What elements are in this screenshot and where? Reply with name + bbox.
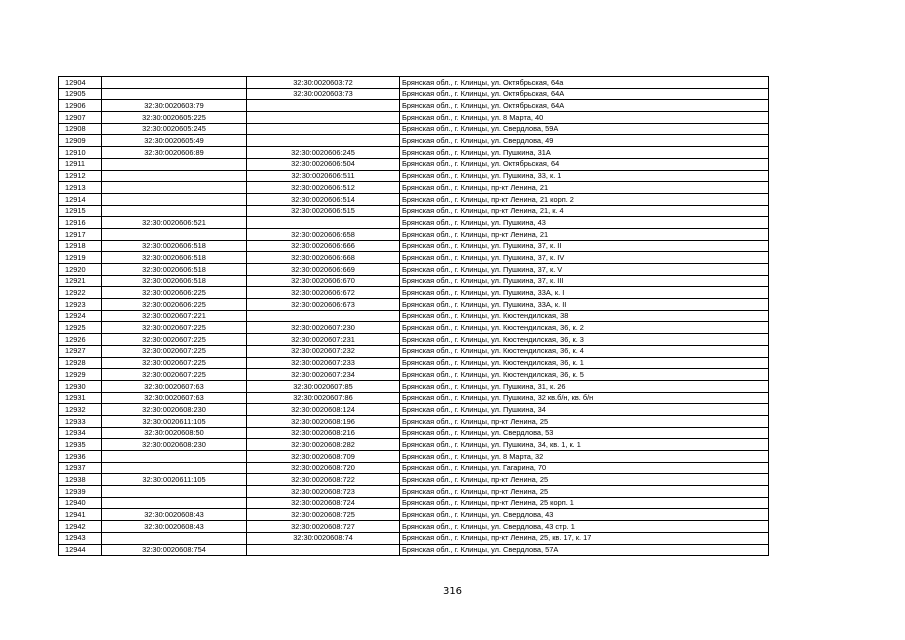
object-cadastral-number-cell	[247, 544, 400, 556]
table-row	[59, 497, 769, 509]
row-number-cell: 12929	[59, 369, 102, 381]
table-row	[59, 532, 769, 544]
table-row	[59, 135, 769, 147]
table-row	[59, 77, 769, 89]
table-body	[59, 77, 769, 556]
address-cell: Брянская обл., г. Клинцы, пр-кт Ленина, 21	[400, 182, 769, 194]
row-number-cell: 12906	[59, 100, 102, 112]
row-number-cell: 12942	[59, 521, 102, 533]
object-cadastral-number-cell: 32:30:0020606:511	[247, 170, 400, 182]
row-number-cell: 12944	[59, 544, 102, 556]
address-cell: Брянская обл., г. Клинцы, ул. Пушкина, 37, к. II	[400, 240, 769, 252]
cadastral-number-cell	[102, 497, 247, 509]
cadastral-number-cell: 32:30:0020606:521	[102, 217, 247, 229]
cadastral-number-cell	[102, 158, 247, 170]
object-cadastral-number-cell: 32:30:0020607:231	[247, 334, 400, 346]
address-cell: Брянская обл., г. Клинцы, ул. Пушкина, 37, к. III	[400, 275, 769, 287]
object-cadastral-number-cell: 32:30:0020608:216	[247, 427, 400, 439]
address-cell: Брянская обл., г. Клинцы, ул. Кюстендилская, 36, к. 5	[400, 369, 769, 381]
row-number-cell: 12918	[59, 240, 102, 252]
cadastral-number-cell: 32:30:0020606:225	[102, 299, 247, 311]
row-number-cell: 12936	[59, 451, 102, 463]
address-cell: Брянская обл., г. Клинцы, ул. Пушкина, 37, к. V	[400, 264, 769, 276]
row-number-cell: 12940	[59, 497, 102, 509]
row-number-cell: 12932	[59, 404, 102, 416]
object-cadastral-number-cell: 32:30:0020606:515	[247, 205, 400, 217]
row-number-cell: 12934	[59, 427, 102, 439]
address-cell: Брянская обл., г. Клинцы, ул. Свердлова, 59А	[400, 123, 769, 135]
address-cell: Брянская обл., г. Клинцы, ул. Кюстендилская, 36, к. 1	[400, 357, 769, 369]
address-cell: Брянская обл., г. Клинцы, ул. Свердлова, 43 стр. 1	[400, 521, 769, 533]
row-number-cell: 12925	[59, 322, 102, 334]
table-row	[59, 322, 769, 334]
object-cadastral-number-cell: 32:30:0020607:234	[247, 369, 400, 381]
cadastral-number-cell: 32:30:0020607:225	[102, 357, 247, 369]
object-cadastral-number-cell	[247, 123, 400, 135]
cadastral-number-cell: 32:30:0020606:518	[102, 264, 247, 276]
row-number-cell: 12919	[59, 252, 102, 264]
row-number-cell: 12921	[59, 275, 102, 287]
row-number-cell: 12943	[59, 532, 102, 544]
table-row	[59, 380, 769, 392]
cadastral-number-cell	[102, 77, 247, 89]
table-row	[59, 345, 769, 357]
table-row	[59, 275, 769, 287]
cadastral-number-cell: 32:30:0020607:63	[102, 380, 247, 392]
object-cadastral-number-cell: 32:30:0020606:514	[247, 193, 400, 205]
cadastral-number-cell	[102, 462, 247, 474]
address-cell: Брянская обл., г. Клинцы, ул. Пушкина, 33, к. 1	[400, 170, 769, 182]
object-cadastral-number-cell	[247, 112, 400, 124]
table-row	[59, 369, 769, 381]
row-number-cell: 12924	[59, 310, 102, 322]
cadastral-number-cell: 32:30:0020606:89	[102, 147, 247, 159]
address-cell: Брянская обл., г. Клинцы, ул. Кюстендилская, 38	[400, 310, 769, 322]
cadastral-number-cell: 32:30:0020611:105	[102, 474, 247, 486]
cadastral-number-cell: 32:30:0020608:754	[102, 544, 247, 556]
object-cadastral-number-cell: 32:30:0020608:282	[247, 439, 400, 451]
address-cell: Брянская обл., г. Клинцы, пр-кт Ленина, 25 корп. 1	[400, 497, 769, 509]
address-cell: Брянская обл., г. Клинцы, пр-кт Ленина, 21, к. 4	[400, 205, 769, 217]
row-number-cell: 12930	[59, 380, 102, 392]
address-cell: Брянская обл., г. Клинцы, пр-кт Ленина, 25	[400, 474, 769, 486]
table-row	[59, 415, 769, 427]
table-row	[59, 392, 769, 404]
cadastral-number-cell: 32:30:0020607:225	[102, 345, 247, 357]
cadastral-number-cell: 32:30:0020606:518	[102, 275, 247, 287]
object-cadastral-number-cell: 32:30:0020607:233	[247, 357, 400, 369]
cadastral-number-cell: 32:30:0020608:230	[102, 404, 247, 416]
cadastral-number-cell: 32:30:0020607:225	[102, 334, 247, 346]
address-cell: Брянская обл., г. Клинцы, ул. Пушкина, 34	[400, 404, 769, 416]
table-row	[59, 100, 769, 112]
cadastral-number-cell: 32:30:0020607:225	[102, 369, 247, 381]
row-number-cell: 12931	[59, 392, 102, 404]
row-number-cell: 12911	[59, 158, 102, 170]
address-cell: Брянская обл., г. Клинцы, ул. Пушкина, 31, к. 26	[400, 380, 769, 392]
object-cadastral-number-cell: 32:30:0020606:245	[247, 147, 400, 159]
cadastral-number-cell	[102, 451, 247, 463]
table-row	[59, 252, 769, 264]
object-cadastral-number-cell: 32:30:0020603:72	[247, 77, 400, 89]
address-cell: Брянская обл., г. Клинцы, ул. Пушкина, 32 кв.б/н, кв. б/н	[400, 392, 769, 404]
row-number-cell: 12922	[59, 287, 102, 299]
row-number-cell: 12907	[59, 112, 102, 124]
row-number-cell: 12939	[59, 486, 102, 498]
address-cell: Брянская обл., г. Клинцы, ул. Свердлова, 49	[400, 135, 769, 147]
object-cadastral-number-cell: 32:30:0020603:73	[247, 88, 400, 100]
table-row	[59, 334, 769, 346]
address-cell: Брянская обл., г. Клинцы, пр-кт Ленина, 21 корп. 2	[400, 193, 769, 205]
object-cadastral-number-cell	[247, 217, 400, 229]
table-row	[59, 451, 769, 463]
address-cell: Брянская обл., г. Клинцы, ул. Свердлова, 43	[400, 509, 769, 521]
table-row	[59, 462, 769, 474]
cadastral-number-cell: 32:30:0020606:518	[102, 252, 247, 264]
table-row	[59, 357, 769, 369]
address-cell: Брянская обл., г. Клинцы, ул. Кюстендилская, 36, к. 2	[400, 322, 769, 334]
object-cadastral-number-cell: 32:30:0020608:723	[247, 486, 400, 498]
object-cadastral-number-cell: 32:30:0020608:722	[247, 474, 400, 486]
row-number-cell: 12926	[59, 334, 102, 346]
object-cadastral-number-cell: 32:30:0020607:85	[247, 380, 400, 392]
cadastral-number-cell: 32:30:0020611:105	[102, 415, 247, 427]
table-row	[59, 182, 769, 194]
row-number-cell: 12910	[59, 147, 102, 159]
address-cell: Брянская обл., г. Клинцы, ул. Пушкина, 33А, к. II	[400, 299, 769, 311]
object-cadastral-number-cell	[247, 100, 400, 112]
table-row	[59, 123, 769, 135]
cadastral-number-cell	[102, 228, 247, 240]
row-number-cell: 12935	[59, 439, 102, 451]
cadastral-number-cell	[102, 193, 247, 205]
cadastral-number-cell: 32:30:0020608:43	[102, 521, 247, 533]
object-cadastral-number-cell: 32:30:0020608:196	[247, 415, 400, 427]
address-cell: Брянская обл., г. Клинцы, ул. Свердлова, 57А	[400, 544, 769, 556]
address-cell: Брянская обл., г. Клинцы, пр-кт Ленина, 25	[400, 415, 769, 427]
object-cadastral-number-cell: 32:30:0020606:670	[247, 275, 400, 287]
row-number-cell: 12920	[59, 264, 102, 276]
cadastral-number-cell: 32:30:0020608:230	[102, 439, 247, 451]
object-cadastral-number-cell: 32:30:0020606:512	[247, 182, 400, 194]
row-number-cell: 12941	[59, 509, 102, 521]
table-row	[59, 287, 769, 299]
cadastral-number-cell: 32:30:0020607:225	[102, 322, 247, 334]
table-row	[59, 147, 769, 159]
table-row	[59, 404, 769, 416]
cadastral-number-cell	[102, 486, 247, 498]
cadastral-number-cell: 32:30:0020605:225	[102, 112, 247, 124]
address-cell: Брянская обл., г. Клинцы, ул. Октябрьская, 64А	[400, 100, 769, 112]
object-cadastral-number-cell: 32:30:0020607:232	[247, 345, 400, 357]
table-row	[59, 521, 769, 533]
object-cadastral-number-cell: 32:30:0020608:74	[247, 532, 400, 544]
cadastral-number-cell: 32:30:0020605:49	[102, 135, 247, 147]
row-number-cell: 12912	[59, 170, 102, 182]
row-number-cell: 12904	[59, 77, 102, 89]
table-row	[59, 88, 769, 100]
object-cadastral-number-cell: 32:30:0020606:672	[247, 287, 400, 299]
table-row	[59, 509, 769, 521]
object-cadastral-number-cell: 32:30:0020608:727	[247, 521, 400, 533]
address-cell: Брянская обл., г. Клинцы, ул. Октябрьская, 64а	[400, 77, 769, 89]
address-cell: Брянская обл., г. Клинцы, ул. Пушкина, 34, кв. 1, к. 1	[400, 439, 769, 451]
object-cadastral-number-cell: 32:30:0020608:124	[247, 404, 400, 416]
table-row	[59, 112, 769, 124]
address-cell: Брянская обл., г. Клинцы, ул. 8 Марта, 32	[400, 451, 769, 463]
row-number-cell: 12933	[59, 415, 102, 427]
row-number-cell: 12938	[59, 474, 102, 486]
cadastral-number-cell	[102, 205, 247, 217]
address-cell: Брянская обл., г. Клинцы, ул. Октябрьская, 64	[400, 158, 769, 170]
table-row	[59, 170, 769, 182]
address-cell: Брянская обл., г. Клинцы, ул. Пушкина, 33А, к. I	[400, 287, 769, 299]
row-number-cell: 12916	[59, 217, 102, 229]
row-number-cell: 12914	[59, 193, 102, 205]
row-number-cell: 12915	[59, 205, 102, 217]
object-cadastral-number-cell: 32:30:0020606:668	[247, 252, 400, 264]
address-cell: Брянская обл., г. Клинцы, пр-кт Ленина, 21	[400, 228, 769, 240]
page-number: 316	[442, 586, 463, 597]
cadastral-number-cell: 32:30:0020608:43	[102, 509, 247, 521]
row-number-cell: 12909	[59, 135, 102, 147]
row-number-cell: 12905	[59, 88, 102, 100]
table-row	[59, 158, 769, 170]
table-row	[59, 264, 769, 276]
object-cadastral-number-cell	[247, 310, 400, 322]
row-number-cell: 12927	[59, 345, 102, 357]
table-row	[59, 299, 769, 311]
cadastral-number-cell	[102, 182, 247, 194]
table-row	[59, 217, 769, 229]
address-cell: Брянская обл., г. Клинцы, ул. Пушкина, 37, к. IV	[400, 252, 769, 264]
address-cell: Брянская обл., г. Клинцы, ул. Кюстендилская, 36, к. 3	[400, 334, 769, 346]
address-cell: Брянская обл., г. Клинцы, ул. Кюстендилская, 36, к. 4	[400, 345, 769, 357]
table-row	[59, 228, 769, 240]
address-cell: Брянская обл., г. Клинцы, пр-кт Ленина, 25	[400, 486, 769, 498]
object-cadastral-number-cell: 32:30:0020607:230	[247, 322, 400, 334]
address-cell: Брянская обл., г. Клинцы, ул. 8 Марта, 40	[400, 112, 769, 124]
cadastral-number-cell	[102, 532, 247, 544]
address-cell: Брянская обл., г. Клинцы, ул. Пушкина, 43	[400, 217, 769, 229]
object-cadastral-number-cell: 32:30:0020608:720	[247, 462, 400, 474]
object-cadastral-number-cell: 32:30:0020606:669	[247, 264, 400, 276]
object-cadastral-number-cell: 32:30:0020606:673	[247, 299, 400, 311]
cadastral-number-cell: 32:30:0020606:518	[102, 240, 247, 252]
row-number-cell: 12917	[59, 228, 102, 240]
table-row	[59, 427, 769, 439]
object-cadastral-number-cell: 32:30:0020606:666	[247, 240, 400, 252]
cadastral-number-cell: 32:30:0020605:245	[102, 123, 247, 135]
object-cadastral-number-cell: 32:30:0020606:658	[247, 228, 400, 240]
address-cell: Брянская обл., г. Клинцы, ул. Пушкина, 31А	[400, 147, 769, 159]
table-row	[59, 205, 769, 217]
cadastral-number-cell: 32:30:0020606:225	[102, 287, 247, 299]
address-cell: Брянская обл., г. Клинцы, ул. Гагарина, 70	[400, 462, 769, 474]
table-row	[59, 544, 769, 556]
cadastral-number-cell: 32:30:0020607:221	[102, 310, 247, 322]
table-row	[59, 310, 769, 322]
cadastral-number-cell: 32:30:0020608:50	[102, 427, 247, 439]
object-cadastral-number-cell	[247, 135, 400, 147]
object-cadastral-number-cell: 32:30:0020607:86	[247, 392, 400, 404]
cadastral-number-cell: 32:30:0020603:79	[102, 100, 247, 112]
table-row	[59, 240, 769, 252]
table-row	[59, 486, 769, 498]
row-number-cell: 12908	[59, 123, 102, 135]
object-cadastral-number-cell: 32:30:0020606:504	[247, 158, 400, 170]
cadastral-number-cell: 32:30:0020607:63	[102, 392, 247, 404]
object-cadastral-number-cell: 32:30:0020608:709	[247, 451, 400, 463]
address-cell: Брянская обл., г. Клинцы, ул. Свердлова, 53	[400, 427, 769, 439]
property-table	[58, 76, 769, 556]
object-cadastral-number-cell: 32:30:0020608:725	[247, 509, 400, 521]
row-number-cell: 12913	[59, 182, 102, 194]
object-cadastral-number-cell: 32:30:0020608:724	[247, 497, 400, 509]
row-number-cell: 12928	[59, 357, 102, 369]
address-cell: Брянская обл., г. Клинцы, ул. Октябрьская, 64А	[400, 88, 769, 100]
cadastral-number-cell	[102, 170, 247, 182]
row-number-cell: 12937	[59, 462, 102, 474]
row-number-cell: 12923	[59, 299, 102, 311]
table-row	[59, 474, 769, 486]
cadastral-number-cell	[102, 88, 247, 100]
address-cell: Брянская обл., г. Клинцы, пр-кт Ленина, 25, кв. 17, к. 17	[400, 532, 769, 544]
table-row	[59, 439, 769, 451]
table-row	[59, 193, 769, 205]
